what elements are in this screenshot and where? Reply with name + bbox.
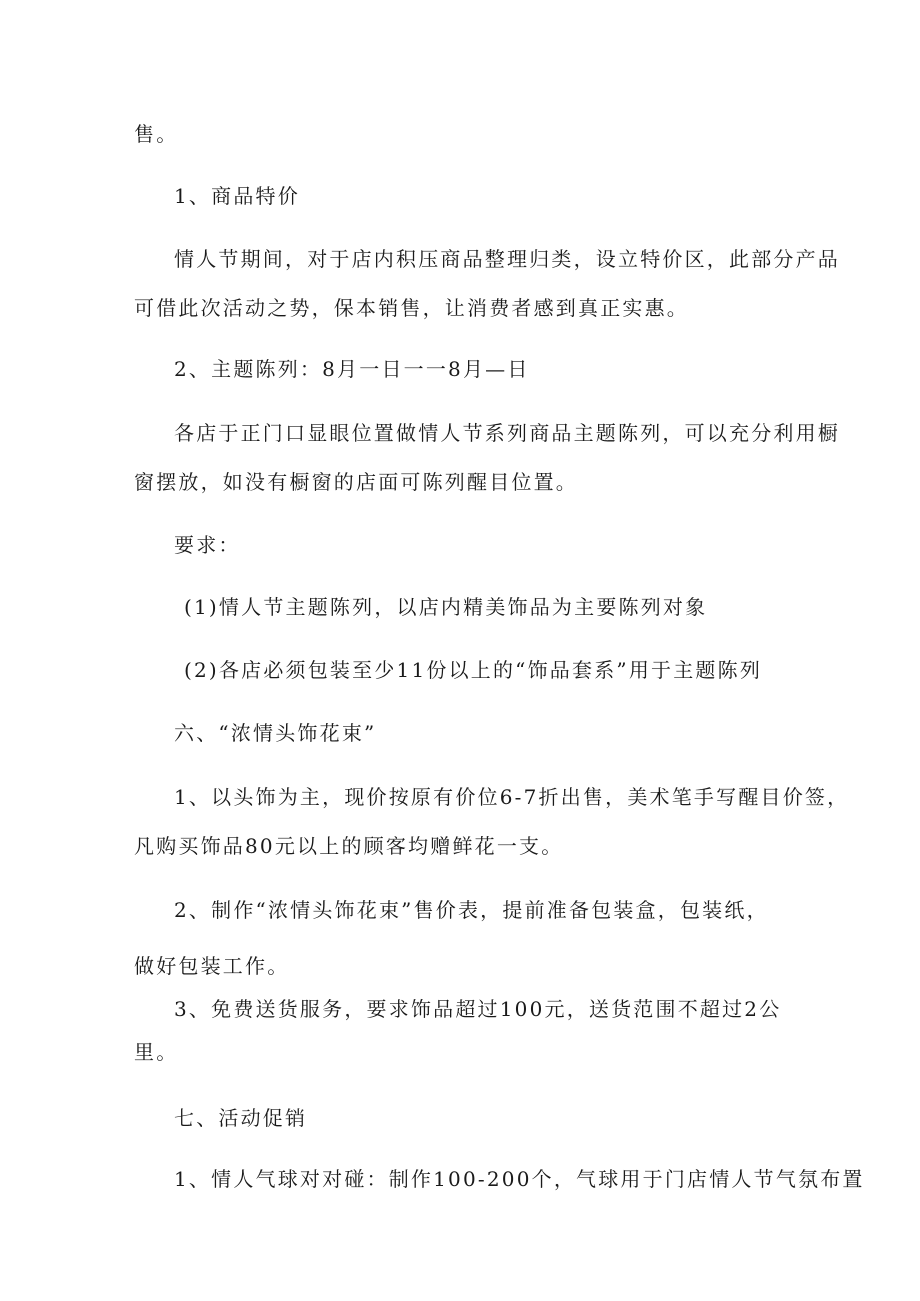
text-line: 里。 — [134, 1040, 179, 1064]
section-heading-six: 六、“浓情头饰花束” — [174, 721, 377, 745]
heading-special-price: 1、商品特价 — [174, 184, 300, 208]
text-line: 2、制作“浓情头饰花束”售价表，提前准备包装盒，包装纸， — [174, 898, 769, 922]
text-line: 1、情人气球对对碰：制作100-200个，气球用于门店情人节气氛布置 — [174, 1167, 865, 1191]
text-line: 可借此次活动之势，保本销售，让消费者感到真正实惠。 — [134, 296, 689, 320]
heading-theme-display: 2、主题陈列：8月一日一一8月—日 — [174, 357, 530, 381]
section-heading-seven: 七、活动促销 — [174, 1106, 308, 1130]
requirements-label: 要求： — [174, 533, 241, 557]
text-line: 3、免费送货服务，要求饰品超过100元，送货范围不超过2公 — [174, 997, 782, 1021]
text-line: 做好包装工作。 — [134, 954, 290, 978]
text-line: 各店于正门口显眼位置做情人节系列商品主题陈列，可以充分利用橱 — [174, 421, 840, 445]
text-line-sale-end: 售。 — [134, 122, 179, 146]
requirement-item-2: (2)各店必须包装至少11份以上的“饰品套系”用于主题陈列 — [184, 658, 763, 682]
text-line: 1、以头饰为主，现价按原有价位6-7折出售，美术笔手写醒目价签， — [174, 785, 850, 809]
requirement-item-1: (1)情人节主题陈列，以店内精美饰品为主要陈列对象 — [184, 595, 708, 619]
text-line: 情人节期间，对于店内积压商品整理归类，设立特价区，此部分产品 — [174, 247, 840, 271]
text-line: 凡购买饰品80元以上的顾客均赠鲜花一支。 — [134, 834, 564, 858]
text-line: 窗摆放，如没有橱窗的店面可陈列醒目位置。 — [134, 470, 578, 494]
